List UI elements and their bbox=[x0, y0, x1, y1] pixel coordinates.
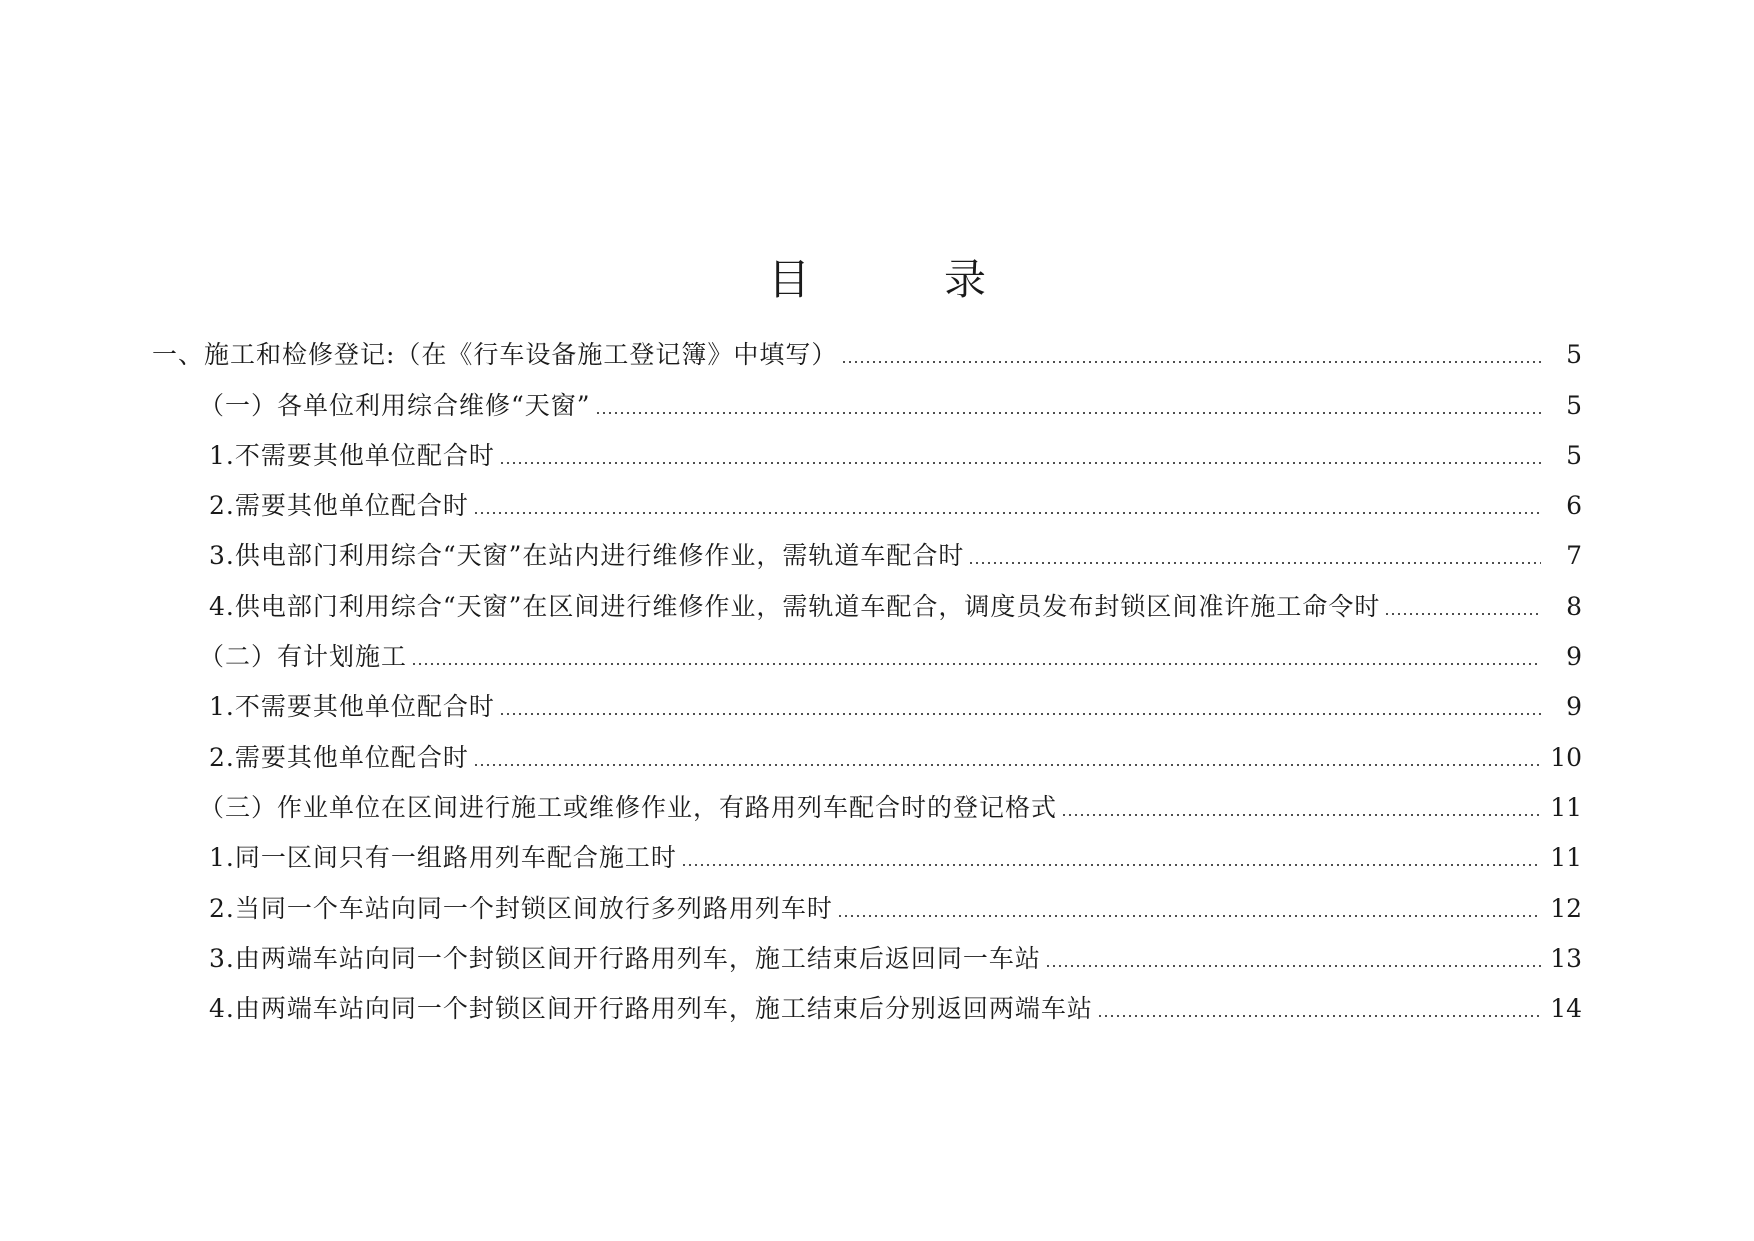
toc-page-number: 8 bbox=[1566, 591, 1582, 621]
dot-leader bbox=[968, 561, 1541, 565]
dot-leader bbox=[499, 461, 1541, 465]
toc-entry-text: 1.不需要其他单位配合时 bbox=[209, 440, 495, 470]
toc-entry-text: 4.供电部门利用综合“天窗”在区间进行维修作业，需轨道车配合，调度员发布封锁区间准许施工命令时 bbox=[209, 591, 1381, 621]
toc-page-number: 9 bbox=[1566, 692, 1582, 722]
dot-leader bbox=[1384, 612, 1541, 616]
dot-leader bbox=[1097, 1014, 1541, 1018]
toc-entry bbox=[0, 976, 1582, 1026]
toc-entry bbox=[0, 624, 1582, 674]
dot-leader bbox=[473, 511, 1541, 515]
toc-entry-text: 3.供电部门利用综合“天窗”在站内进行维修作业，需轨道车配合时 bbox=[209, 541, 965, 571]
dot-leader bbox=[1045, 964, 1541, 968]
toc-entry-text: 2.当同一个车站向同一个封锁区间放行多列路用列车时 bbox=[209, 893, 833, 923]
toc-entry bbox=[0, 875, 1582, 925]
dot-leader bbox=[837, 914, 1541, 918]
toc-entry bbox=[0, 423, 1582, 473]
toc-entry bbox=[0, 473, 1582, 523]
toc-entry bbox=[0, 825, 1582, 875]
dot-leader bbox=[841, 360, 1541, 364]
toc-page-number: 5 bbox=[1566, 340, 1582, 370]
toc-entry bbox=[0, 523, 1582, 573]
toc-entry-text: （一）各单位利用综合维修“天窗” bbox=[199, 390, 591, 420]
toc-entry-text: （三）作业单位在区间进行施工或维修作业，有路用列车配合时的登记格式 bbox=[199, 792, 1058, 822]
toc-entries bbox=[0, 322, 1582, 1026]
toc-entry-text: 2.需要其他单位配合时 bbox=[209, 491, 469, 521]
dot-leader bbox=[499, 712, 1541, 716]
toc-entry-text: 1.不需要其他单位配合时 bbox=[209, 692, 495, 722]
dot-leader bbox=[681, 863, 1541, 867]
toc-page-number: 14 bbox=[1550, 994, 1582, 1024]
dot-leader bbox=[411, 662, 1541, 666]
toc-page-number: 13 bbox=[1550, 943, 1582, 973]
toc-page-number: 11 bbox=[1550, 843, 1582, 873]
toc-page-number: 11 bbox=[1550, 792, 1582, 822]
toc-page-number: 9 bbox=[1566, 642, 1582, 672]
toc-entry-text: 4.由两端车站向同一个封锁区间开行路用列车，施工结束后分别返回两端车站 bbox=[209, 994, 1093, 1024]
page-title: 目 录 bbox=[767, 255, 1032, 304]
toc-entry bbox=[0, 926, 1582, 976]
toc-page-number: 12 bbox=[1550, 893, 1582, 923]
toc-page-number: 5 bbox=[1566, 440, 1582, 470]
toc-page-number: 6 bbox=[1566, 491, 1582, 521]
toc-entry bbox=[0, 322, 1582, 372]
dot-leader bbox=[1061, 813, 1541, 817]
toc-page-number: 7 bbox=[1566, 541, 1582, 571]
dot-leader bbox=[595, 411, 1541, 415]
toc-entry bbox=[0, 724, 1582, 774]
toc-entry-text: 2.需要其他单位配合时 bbox=[209, 742, 469, 772]
toc-entry bbox=[0, 674, 1582, 724]
toc-entry bbox=[0, 775, 1582, 825]
toc-entry bbox=[0, 573, 1582, 623]
dot-leader bbox=[473, 763, 1541, 767]
toc-entry-text: 一、施工和检修登记:（在《行车设备施工登记簿》中填写） bbox=[152, 340, 838, 370]
toc-entry bbox=[0, 372, 1582, 422]
toc-entry-text: 3.由两端车站向同一个封锁区间开行路用列车，施工结束后返回同一车站 bbox=[209, 943, 1041, 973]
toc-entry-text: （二）有计划施工 bbox=[199, 642, 408, 672]
toc-page-number: 5 bbox=[1566, 390, 1582, 420]
toc-entry-text: 1.同一区间只有一组路用列车配合施工时 bbox=[209, 843, 677, 873]
toc-page-number: 10 bbox=[1550, 742, 1582, 772]
